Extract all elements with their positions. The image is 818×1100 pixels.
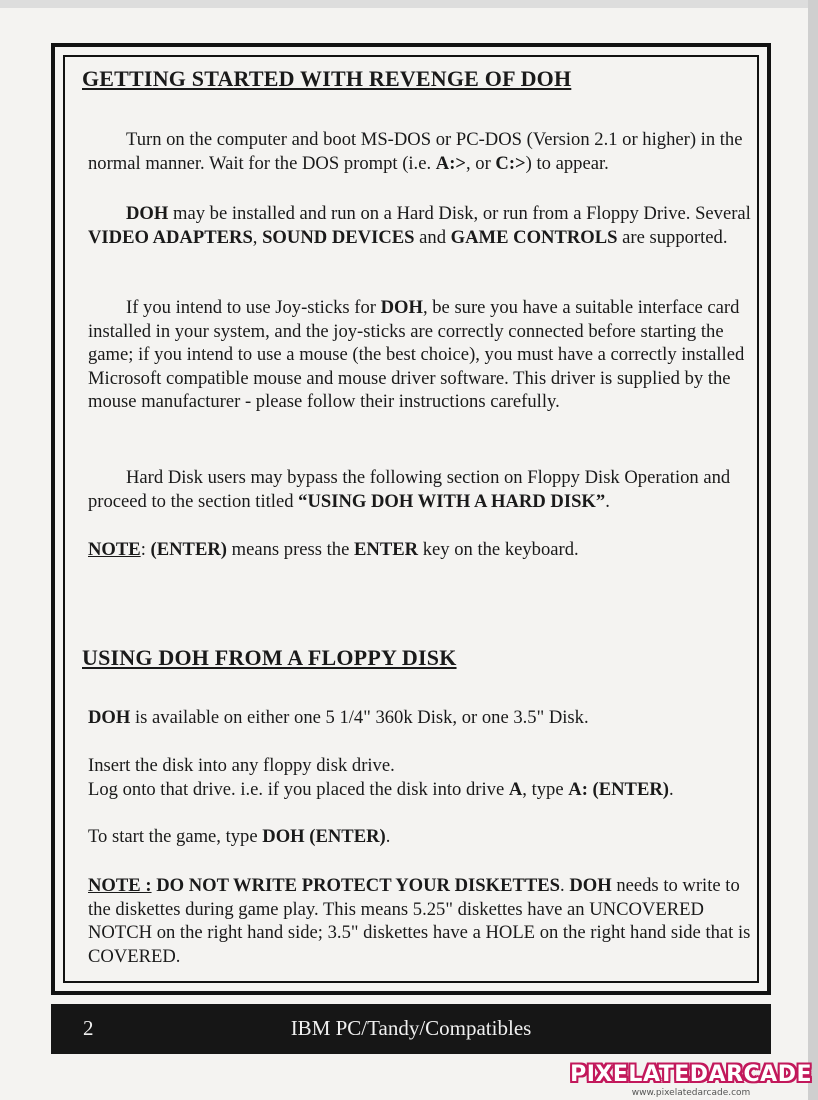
paragraph-boot: Turn on the computer and boot MS-DOS or PC-DOS (Version 2.1 or higher) in the normal manner. Wait for the DOS prompt (i.e. A:>, or C:>) to appear. (88, 129, 743, 174)
double-border-frame (51, 43, 771, 995)
note-enter-key: NOTE: (ENTER) means press the ENTER key on the keyboard. (88, 539, 579, 560)
watermark-brand: PIXELATEDARCADE (570, 1062, 812, 1087)
watermark-url: www.pixelatedarcade.com (631, 1088, 751, 1098)
section-heading-floppy-disk: USING DOH FROM A FLOPPY DISK (82, 645, 457, 670)
page-top-edge (0, 0, 818, 8)
paragraph-insert-disk: Insert the disk into any floppy disk drive. Log onto that drive. i.e. if you placed the disk into drive A, type A: (ENTER). (88, 755, 674, 800)
paragraph-start-game: To start the game, type DOH (ENTER). (88, 826, 391, 847)
paragraph-hard-disk: Hard Disk users may bypass the following section on Floppy Disk Operation and proceed to the section titled “USING DOH WITH A HARD DISK”. (88, 467, 731, 512)
page-number: 2 (83, 1016, 94, 1040)
page-footer-bar (51, 1004, 771, 1054)
footer-title: IBM PC/Tandy/Compatibles (290, 1016, 532, 1040)
section-heading-getting-started: GETTING STARTED WITH REVENGE OF DOH (82, 66, 572, 91)
paragraph-joysticks: If you intend to use Joy-sticks for DOH, be sure you have a suitable interface card installed in your system, and the joy-sticks are correctly connected before starting the game; if you intend to use a mouse (the best choice), you must have a correctly installed Microsoft compatible mouse and mouse driver software. This driver is supplied by the mouse manufacturer - please follow their instructions carefully. (88, 297, 745, 412)
watermark (570, 1062, 812, 1098)
note-write-protect: NOTE : DO NOT WRITE PROTECT YOUR DISKETTES. DOH needs to write to the diskettes during game play. This means 5.25" diskettes have an UNCOVERED NOTCH on the right hand side; 3.5" diskettes have a HOLE on the right hand side that is COVERED. (88, 875, 751, 967)
paragraph-disk-formats: DOH is available on either one 5 1/4" 360k Disk, or one 3.5" Disk. (88, 707, 589, 728)
page-right-edge (808, 0, 818, 1100)
paragraph-install: DOH may be installed and run on a Hard Disk, or run from a Floppy Drive. Several VIDEO ADAPTERS, SOUND DEVICES and GAME CONTROLS are supported. (88, 203, 751, 248)
